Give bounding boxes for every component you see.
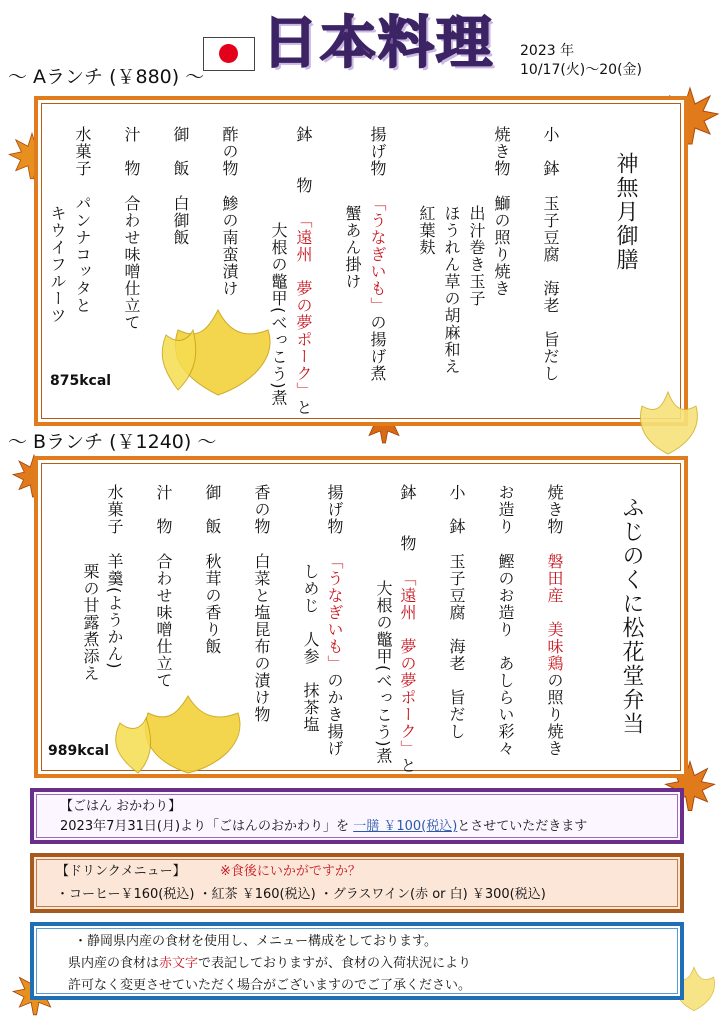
menu-item-dish: 蟹あん掛け (343, 205, 362, 290)
menu-item (155, 484, 171, 689)
menu-item-dish: 鯵の南蛮漬け (220, 195, 239, 297)
menu-item-dish: 合わせ味噌仕立て (122, 195, 141, 331)
menu-item (542, 126, 558, 382)
menu-item-dish: 合わせ味噌仕立て (154, 553, 173, 689)
menu-item (468, 136, 484, 307)
lunch-a-menu-box (34, 96, 688, 426)
menu-item-dish: しめじ 人参 抹茶塩 (301, 563, 320, 733)
menu-item (253, 484, 269, 723)
menu-item-category: 香の物 (252, 484, 271, 535)
menu-item-dish: 羊羹(ようかん) (105, 553, 124, 670)
drink-menu-heading: 【ドリンクメニュー】 (56, 864, 186, 879)
lunch-b-label: ～ Bランチ (￥1240) ～ (8, 431, 217, 453)
menu-year: 2023 年 (520, 43, 575, 59)
menu-item-dish: 玉子豆腐 海老 旨だし (447, 553, 466, 740)
menu-item-category: 鉢 物 (294, 126, 313, 194)
menu-item-dish: キウイフルーツ (48, 205, 67, 324)
menu-item-dish: 白菜と塩昆布の漬け物 (252, 553, 271, 723)
menu-item-dish: 紅葉麸 (417, 205, 436, 256)
menu-item-category: 焼き物 (492, 126, 511, 177)
drink-menu-box (30, 853, 684, 913)
menu-item-category: 焼き物 (545, 484, 564, 535)
menu-item (418, 136, 434, 256)
menu-item (369, 126, 385, 382)
rice-refill-text-pre: 2023年7月31日(月)より「ごはんのおかわり」を (60, 819, 354, 834)
menu-item-dish: のかき揚げ (325, 672, 344, 757)
menu-item-local-ingredient: 「遠州 夢の夢ポーク」 (398, 570, 417, 757)
drink-menu-prompt: ※食後にいかがですか？ (220, 864, 361, 879)
menu-item (49, 136, 65, 324)
info-line-2-post: で表記しておりますが、食材の入荷状況により (198, 956, 472, 971)
menu-item-category: 御 飯 (171, 126, 190, 177)
menu-item-category: 御 飯 (203, 484, 222, 535)
menu-item (443, 136, 459, 375)
menu-item (399, 484, 415, 774)
menu-item (82, 494, 98, 682)
ingredient-info-box (30, 922, 684, 1000)
rice-refill-price-link[interactable]: 一膳 ￥100(税込) (353, 819, 458, 834)
menu-item-category: 小 鉢 (541, 126, 560, 177)
drink-menu-list: ・コーヒー￥160(税込) ・紅茶 ￥160(税込) ・グラスワイン(赤 or 白) ￥300(税込) (56, 887, 546, 902)
menu-item (546, 484, 562, 757)
menu-item-local-ingredient: 「うなぎいも」 (325, 553, 344, 672)
lunch-b-kcal: 989kcal (48, 743, 110, 759)
lunch-b-title: ふじのくに松花堂弁当 (619, 496, 644, 736)
menu-item (123, 126, 139, 331)
menu-item-dish: と (294, 399, 313, 416)
menu-item-dish: 栗の甘露煮添え (81, 563, 100, 682)
ginkgo-leaf-icon (628, 388, 708, 458)
menu-item-dish: 白御飯 (171, 195, 190, 246)
menu-item-local-ingredient: 「うなぎいも」 (368, 195, 387, 314)
menu-item-category: 小 鉢 (447, 484, 466, 535)
menu-item-category: 汁 物 (154, 484, 173, 535)
menu-item-dish: 鰤の照り焼き (492, 195, 511, 297)
info-red-text-note: 赤文字 (159, 956, 199, 971)
menu-item-dish: 大根の鼈甲(べっこう)煮 (269, 222, 288, 407)
menu-dates: 10/17(火)～20(金) (520, 62, 643, 78)
menu-item-dish: 玉子豆腐 海老 旨だし (541, 195, 560, 382)
menu-item-category: 汁 物 (122, 126, 141, 177)
info-line-2 (68, 957, 471, 970)
menu-item (344, 136, 360, 290)
lunch-a-title: 神無月御膳 (613, 152, 638, 272)
menu-item (74, 126, 90, 314)
menu-item (172, 126, 188, 246)
lunch-a-kcal: 875kcal (50, 373, 112, 389)
menu-item-category: 酢の物 (220, 126, 239, 177)
rice-refill-heading: 【ごはん おかわり】 (60, 799, 182, 814)
lunch-b-menu-box (34, 456, 688, 778)
page-title: 日本料理 (262, 11, 494, 76)
menu-item (270, 136, 286, 406)
menu-item (448, 484, 464, 740)
rice-refill-text (60, 820, 587, 833)
menu-item-dish: 大根の鼈甲(べっこう)煮 (374, 580, 393, 765)
menu-item (326, 484, 342, 757)
menu-item-dish: パンナコッタと (73, 195, 92, 314)
menu-item (221, 126, 237, 297)
menu-item (497, 484, 513, 757)
menu-item (106, 484, 122, 669)
menu-item-dish: 出汁巻き玉子 (467, 205, 486, 307)
menu-item-category: 水菓子 (105, 484, 124, 535)
rice-refill-text-post: とさせていただきます (457, 819, 588, 834)
info-line-3: 許可なく変更させていただく場合がございますのでご了承ください。 (68, 978, 472, 993)
menu-item (375, 494, 391, 764)
info-line-1: ・静岡県内産の食材を使用し、メニュー構成をしております。 (74, 934, 437, 949)
ginkgo-leaf-icon (98, 688, 278, 778)
menu-item-dish: の照り焼き (545, 672, 564, 757)
menu-item (493, 126, 509, 297)
lunch-a-label: ～ Aランチ (￥880) ～ (8, 66, 205, 88)
menu-item-dish: と (398, 757, 417, 774)
menu-item-local-ingredient: 磐田産 美味鶏 (545, 553, 564, 672)
japan-flag-icon (203, 37, 255, 71)
menu-item (204, 484, 220, 655)
menu-item-dish: の揚げ煮 (368, 314, 387, 382)
info-line-2-pre: 県内産の食材は (68, 956, 160, 971)
menu-item (295, 126, 311, 416)
menu-item-category: 鉢 物 (398, 484, 417, 552)
menu-item-category: お造り (496, 484, 515, 535)
menu-item-dish: ほうれん草の胡麻和え (442, 205, 461, 375)
menu-item-category: 揚げ物 (325, 484, 344, 535)
menu-item-category: 揚げ物 (368, 126, 387, 177)
menu-item-dish: 鰹のお造り あしらい彩々 (496, 553, 515, 757)
menu-item-dish: 秋茸の香り飯 (203, 553, 222, 655)
rice-refill-notice (30, 788, 684, 844)
menu-item (302, 494, 318, 733)
menu-item-local-ingredient: 「遠州 夢の夢ポーク」 (294, 212, 313, 399)
menu-item-category: 水菓子 (73, 126, 92, 177)
